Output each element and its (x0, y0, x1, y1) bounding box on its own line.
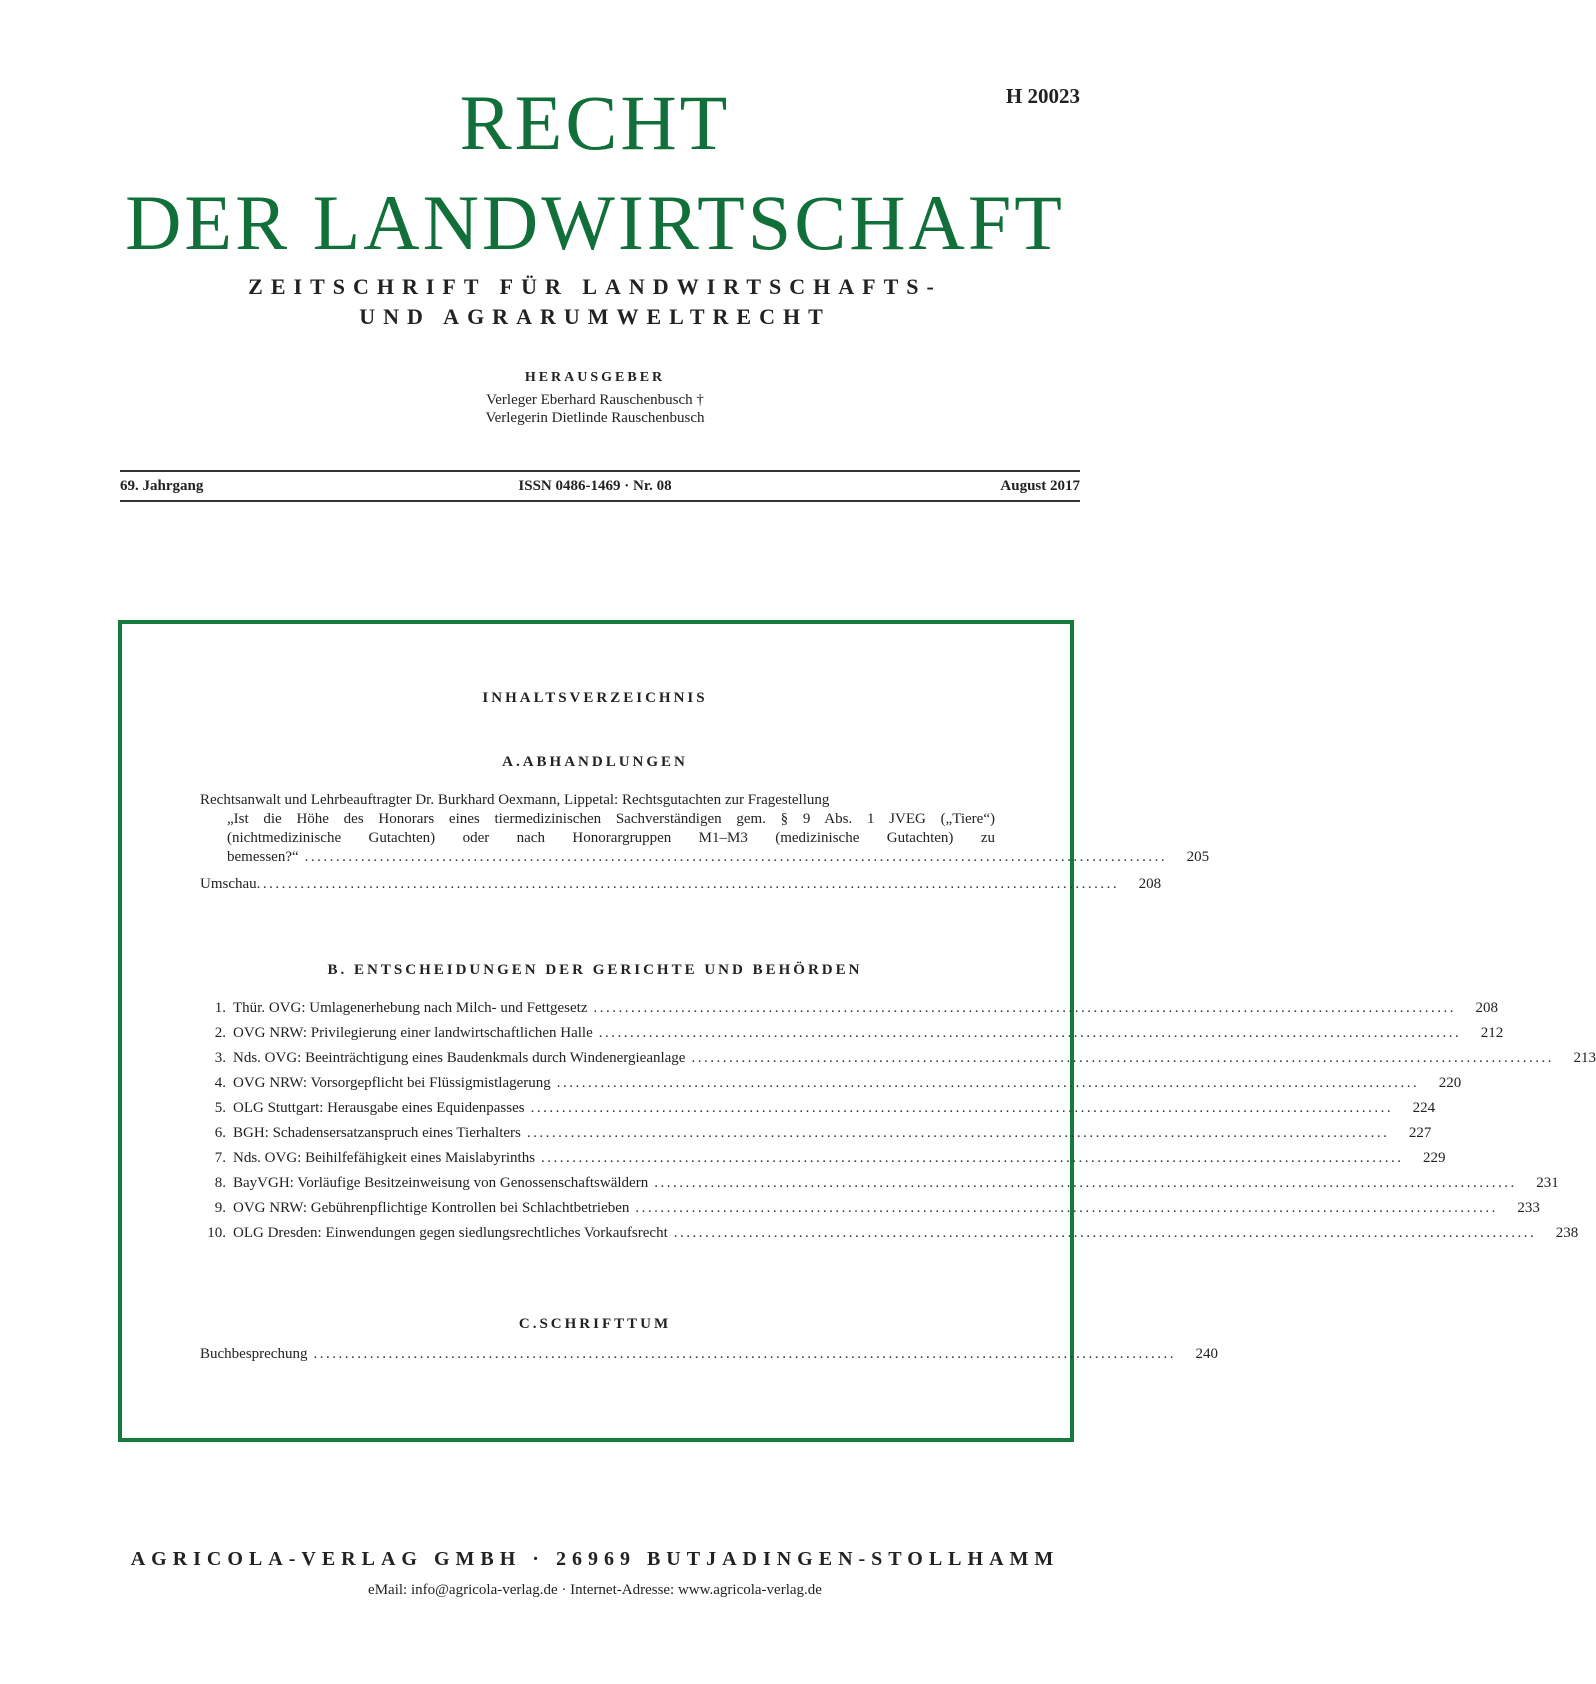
entry-title: BGH: Schadensersatzanspruch eines Tierhalters (233, 1125, 521, 1141)
leader-dots: .......................................................................................................................................... (654, 1175, 1517, 1191)
article-line3: (nichtmedizinische Gutachten) oder nach Honorargruppen M1–M3 (medizinische Gutachten) zu (227, 830, 995, 846)
toc-entry (200, 1175, 1559, 1197)
entry-page: 224 (1412, 1100, 1436, 1116)
entry-number: 5. (214, 1100, 226, 1116)
entry-page: 208 (1475, 1000, 1498, 1016)
entry-page: 220 (1438, 1075, 1462, 1091)
leader-dots: .......................................................................................................................................... (598, 1025, 1462, 1041)
umschau-page: 208 (1138, 876, 1162, 892)
entry-title: OVG NRW: Privilegierung einer landwirtschaftlichen Halle (233, 1025, 593, 1041)
issue-code: H 20023 (1005, 84, 1080, 108)
section-a-heading: A.ABHANDLUNGEN (502, 754, 688, 770)
entry-title: BayVGH: Vorläufige Besitzeinweisung von Genossenschaftswäldern (233, 1175, 649, 1191)
entry-title: Thür. OVG: Umlagenerhebung nach Milch- und Fettgesetz (233, 1000, 588, 1016)
buchbesprechung-label: Buchbesprechung (200, 1346, 308, 1362)
entry-number: 10. (207, 1225, 226, 1241)
leader-dots: .......................................................................................................................................... (526, 1125, 1390, 1141)
publisher-contact: eMail: info@agricola-verlag.de · Internet-Adresse: www.agricola-verlag.de (368, 1582, 822, 1598)
herausgeber-line1: Verleger Eberhard Rauschenbusch † (486, 392, 704, 408)
section-c-heading: C.SCHRIFTTUM (518, 1316, 672, 1332)
entry-page: 231 (1536, 1175, 1559, 1191)
buchbesprechung-page: 240 (1195, 1346, 1218, 1362)
entry-title: OLG Dresden: Einwendungen gegen siedlungsrechtliches Vorkaufsrecht (233, 1225, 668, 1241)
leader-dots: .......................................................................................................................................... (593, 1000, 1456, 1016)
entry-page: 229 (1423, 1150, 1446, 1166)
leader-dots: .......................................................................................................................................... (635, 1200, 1498, 1216)
toc-entry (200, 1050, 1596, 1072)
section-b-heading: B. ENTSCHEIDUNGEN DER GERICHTE UND BEHÖRDEN (327, 962, 863, 978)
entry-title: Nds. OVG: Beeinträchtigung eines Baudenkmals durch Windenergieanlage (233, 1050, 686, 1066)
umschau-entry (200, 876, 1162, 898)
herausgeber-label: HERAUSGEBER (524, 370, 666, 385)
entry-number: 3. (214, 1050, 226, 1066)
issue-date: August 2017 (1000, 478, 1080, 494)
entry-page: 213 (1573, 1050, 1596, 1066)
toc-entry (200, 1100, 1436, 1122)
journal-subtitle-line1: ZEITSCHRIFT FÜR LANDWIRTSCHAFTS- (248, 274, 942, 299)
toc-entry (200, 1150, 1446, 1172)
issue-bar-bottom-rule (120, 500, 1080, 502)
leader-dots: .......................................................................................................................................... (556, 1075, 1420, 1091)
toc-entry (200, 1225, 1579, 1247)
leader-dots: .......................................................................................................................................... (313, 1346, 1176, 1362)
entry-page: 233 (1517, 1200, 1540, 1216)
entry-title: OLG Stuttgart: Herausgabe eines Equidenpasses (233, 1100, 525, 1116)
toc-entry (200, 1000, 1498, 1022)
entry-number: 4. (214, 1075, 226, 1091)
toc-entry (200, 1200, 1540, 1222)
entry-number: 2. (214, 1025, 226, 1041)
herausgeber-line2: Verlegerin Dietlinde Rauschenbusch (485, 410, 705, 426)
toc-title: INHALTSVERZEICHNIS (482, 690, 708, 706)
leader-dots: .......................................................................................................................................... (256, 876, 1120, 892)
issue-issn: ISSN 0486-1469 · Nr. 08 (518, 478, 672, 494)
article-page: 205 (1186, 849, 1210, 865)
toc-entry (200, 1075, 1462, 1097)
entry-title: OVG NRW: Vorsorgepflicht bei Flüssigmistlagerung (233, 1075, 551, 1091)
leader-dots: .......................................................................................................................................... (530, 1100, 1394, 1116)
toc-entry (200, 1025, 1504, 1047)
leader-dots: .......................................................................................................................................... (541, 1150, 1404, 1166)
article-entry (227, 849, 1210, 871)
leader-dots: .......................................................................................................................................... (673, 1225, 1537, 1241)
journal-subtitle-line2: UND AGRARUMWELTRECHT (359, 304, 831, 329)
entry-number: 7. (214, 1150, 226, 1166)
entry-title: Nds. OVG: Beihilfefähigkeit eines Maislabyrinths (233, 1150, 536, 1166)
article-line4: bemessen?“ (227, 849, 299, 865)
entry-number: 1. (214, 1000, 226, 1016)
leader-dots: .......................................................................................................................................... (304, 849, 1168, 865)
journal-title-line2: DER LANDWIRTSCHAFT (125, 179, 1065, 266)
journal-title-line1: RECHT (459, 79, 731, 166)
entry-page: 238 (1555, 1225, 1579, 1241)
entry-number: 9. (214, 1200, 226, 1216)
entry-page: 212 (1480, 1025, 1504, 1041)
article-line1: Rechtsanwalt und Lehrbeauftragter Dr. Burkhard Oexmann, Lippetal: Rechtsgutachten zur Fragestellung (200, 792, 830, 808)
issue-jahrgang: 69. Jahrgang (120, 478, 204, 494)
entry-title: OVG NRW: Gebührenpflichtige Kontrollen bei Schlachtbetrieben (233, 1200, 630, 1216)
publisher-line: AGRICOLA-VERLAG GMBH · 26969 BUTJADINGEN-STOLLHAMM (130, 1548, 1060, 1570)
toc-entry (200, 1125, 1432, 1147)
entry-page: 227 (1408, 1125, 1432, 1141)
article-line2: „Ist die Höhe des Honorars eines tiermedizinischen Sachverständigen gem. § 9 Abs. 1 JVEG („Tiere“) (227, 811, 995, 827)
entry-number: 8. (214, 1175, 226, 1191)
umschau-label: Umschau (200, 876, 257, 892)
buchbesprechung-entry (200, 1346, 1218, 1368)
entry-number: 6. (214, 1125, 226, 1141)
issue-bar-top-rule (120, 470, 1080, 472)
leader-dots: .......................................................................................................................................... (691, 1050, 1554, 1066)
